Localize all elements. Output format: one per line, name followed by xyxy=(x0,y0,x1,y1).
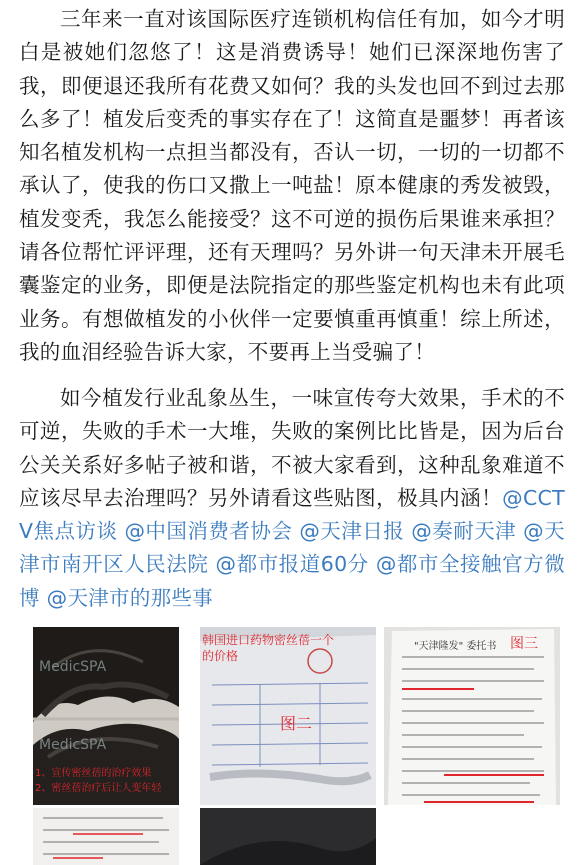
post-paragraph-1: 三年来一直对该国际医疗连锁机构信任有加，如今才明白是被她们忽悠了！这是消费诱导！她们已深深地伤害了我，即便退还我所有花费又如何？我的头发也回不到过去那么多了！植发后变秃的事实存在了！这简直是噩梦！再者该知名植发机构一点担当都没有，否认一切，一切的一切都不承认了，使我的伤口又撒上一吨盐！原本健康的秀发被毁，植发变秃，我怎么能接受？这不可逆的损伤后果谁来承担？请各位帮忙评评理，还有天理吗？另外讲一句天津未开展毛囊鉴定的业务，即便是法院指定的那些鉴定机构也未有此项业务。有想做植发的小伙伴一定要慎重再慎重！综上所述，我的血泪经验告诉大家，不要再上当受骗了！ xyxy=(19,7,565,364)
receipt-header-red: 韩国进口药物密丝蓓一个 xyxy=(202,633,335,647)
mention-cctv[interactable]: @CCTV焦点访谈 xyxy=(19,485,565,544)
figure-label-2: 图二 xyxy=(280,714,313,733)
document-illustration xyxy=(384,627,560,805)
receipt-header-red-2: 的价格 xyxy=(202,649,239,663)
caption-2: 2、密丝蓓治疗后让人变年轻 xyxy=(35,783,162,794)
dark-photo-illustration xyxy=(200,808,376,865)
receipt-image[interactable] xyxy=(200,627,376,805)
figure-label-3: 图三 xyxy=(510,636,538,652)
caption-1: 1、宣传密丝蓓的治疗效果 xyxy=(35,768,152,779)
post-paragraph-2 xyxy=(19,382,565,615)
mention-nankai-court[interactable]: @天津市南开区人民法院 xyxy=(19,519,565,577)
document-title: "天津隆发" 委托书 xyxy=(414,641,497,652)
contract-document-image[interactable] xyxy=(384,627,560,805)
dark-photo-image[interactable] xyxy=(200,808,376,865)
watermark-bottom: MedicSPA xyxy=(39,737,107,753)
watermark-top: MedicSPA xyxy=(39,659,107,675)
hair-comparison-image[interactable] xyxy=(33,627,179,805)
mention-zounai-tianjin[interactable]: @奏耐天津 xyxy=(411,519,517,544)
document-image-2[interactable] xyxy=(33,808,179,865)
paragraph-2-text: 如今植发行业乱象丛生，一味宣传夸大效果，手术的不可逆，失败的手术一大堆，失败的案例比比皆是，因为后台公关关系好多帖子被和谐，不被大家看到，这种乱象难道不应该尽早去治理吗？另外请看这些贴图，极具内涵！ xyxy=(19,386,565,510)
mention-dushi-official[interactable]: @都市全接触官方微博 xyxy=(19,552,565,610)
mention-tianjin-daily[interactable]: @天津日报 xyxy=(299,519,405,544)
mention-consumer-association[interactable]: @中国消费者协会 xyxy=(124,519,293,544)
mention-tianjin-things[interactable]: @天津市的那些事 xyxy=(46,585,214,610)
mention-dushi-baodao[interactable]: @都市报道60分 xyxy=(215,552,369,577)
document-2-illustration xyxy=(33,808,179,865)
